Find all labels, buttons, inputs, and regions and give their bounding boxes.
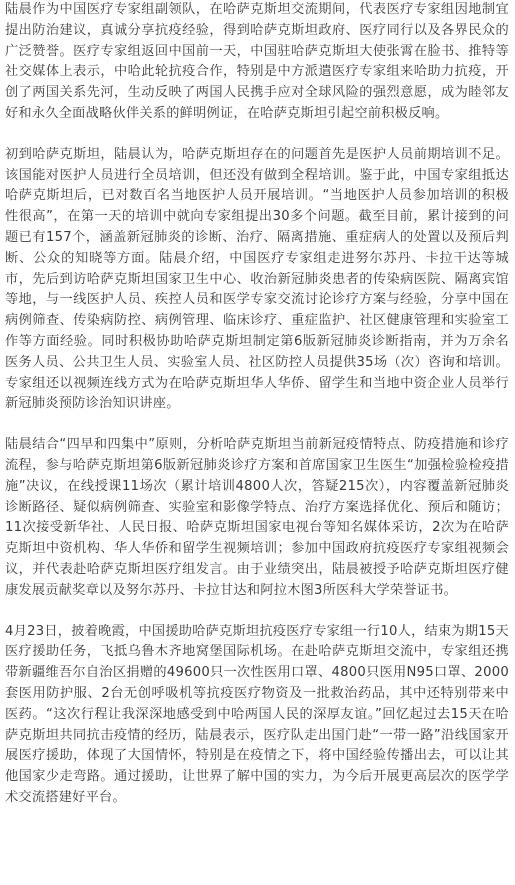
- paragraph-training-and-exchange: 初到哈萨克斯坦，陆晨认为，哈萨克斯坦存在的问题首先是医护人员前期培训不足。该国能对医护人员进行全员培训，但还没有做到全程培训。鉴于此，中国专家组抵达哈萨克斯坦后，已对数百名当地医护人员开展培训。“当地医护人员参加培训的积极性很高”，在第一天的培训中就向专家组提出30多个问题。截至目前，累计接到的问题已有157个，涵盖新冠肺炎的诊断、治疗、隔离措施、重症病人的处置以及预后判断、公众的知晓等方面。陆晨介绍，中国医疗专家组走进努尔苏丹、卡拉干达等城市，先后到访哈萨克斯坦国家卫生中心、收治新冠肺炎患者的传染病医院、隔离宾馆等地，与一线医护人员、疾控人员和医学专家交流讨论诊疗方案与经验，分享中国在病例筛查、传染病防控、病例管理、临床诊疗、重症监护、社区健康管理和实验室工作等方面经验。同时积极协助哈萨克斯坦制定第6版新冠肺炎诊断指南，并为万余名医务人员、公共卫生人员、实验室人员、社区防控人员提供35场（次）咨询和培训。专家组还以视频连线方式为在哈萨克斯坦华人华侨、留学生和当地中资企业人员举行新冠肺炎预防诊治知识讲座。: [5, 146, 509, 412]
- article-body: [5, 0, 509, 809]
- paragraph-diagnosis-guidance: 陆晨结合“四早和四集中”原则，分析哈萨克斯坦当前新冠疫情特点、防疫措施和诊疗流程，参与哈萨克斯坦第6版新冠肺炎诊疗方案和首席国家卫生医生“加强检验检疫措施”决议，在线授课11场次（累计培训4800人次，答疑215次），内容覆盖新冠肺炎诊断路径、疑似病例筛查、实验室和影像学特点、治疗方案选择优化、预后和随访；11次接受新华社、人民日报、哈萨克斯坦国家电视台等知名媒体采访，2次为在哈萨克斯坦中资机构、华人华侨和留学生视频培训；参加中国政府抗疫医疗专家组视频会议，并代表赴哈萨克斯坦医疗组发言。由于业绩突出，陆晨被授予哈萨克斯坦医疗健康发展贡献奖章以及努尔苏丹、卡拉甘达和阿拉木图3所医科大学荣誉证书。: [5, 437, 509, 598]
- paragraph-vice-leader-praise: 陆晨作为中国医疗专家组副领队，在哈萨克斯坦交流期间，代表医疗专家组因地制宜提出防治建议，真诚分享抗疫经验，得到哈萨克斯坦政府、医疗同行以及各界民众的广泛赞誉。医疗专家组返回中国前一天，中国驻哈萨克斯坦大使张霄在脸书、推特等社交媒体上表示，中哈此轮抗疫合作，特别是中方派遣医疗专家组来哈助力抗疫，开创了两国关系先河，生动反映了两国人民携手应对全球风险的强烈意愿，成为睦邻友好和永久全面战略伙伴关系的鲜明例证，在哈萨克斯坦引起空前积极反响。: [5, 2, 509, 121]
- paragraph-return-home: 4月23日，披着晚霞，中国援助哈萨克斯坦抗疫医疗专家组一行10人，结束为期15天医疗援助任务，飞抵乌鲁木齐地窝堡国际机场。在赴哈萨克斯坦交流中，专家组还携带新疆维吾尔自治区捐赠的49600只一次性医用口罩、4800只医用N95口罩、2000套医用防护服、2台无创呼吸机等抗疫医疗物资及一批救治药品，其中还特别带来中医药。“这次行程让我深深地感受到中哈两国人民的深厚友谊。”回忆起过去15天在哈萨克斯坦共同抗击疫情的经历，陆晨表示，医疗队走出国门赴“一带一路”沿线国家开展医疗援助，体现了大国情怀，特别是在疫情之下，将中国经验传播出去，可以让其他国家少走弯路。通过援助，让世界了解中国的实力，为今后开展更高层次的医学学术交流搭建好平台。: [5, 623, 509, 805]
